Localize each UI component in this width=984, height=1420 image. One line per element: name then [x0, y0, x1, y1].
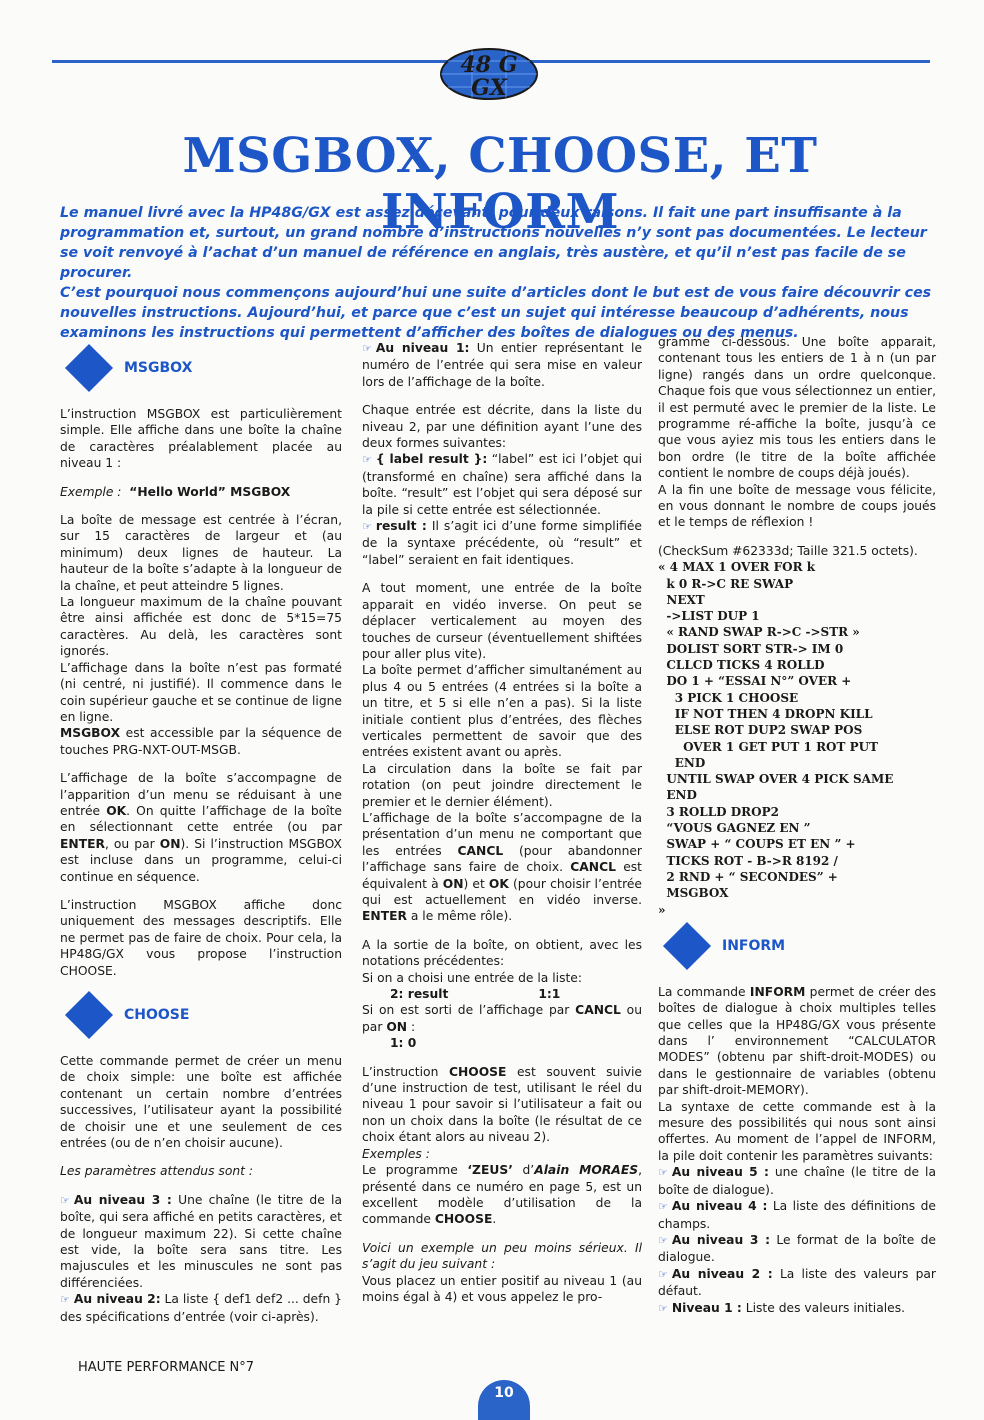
code-line: 3 ROLLD DROP2: [658, 804, 779, 819]
paragraph: La commande INFORM permet de créer des boîtes de dialogue à choix multiples telles que celles que la HP48G/GX vous présente dans l’ environnement “CALCULATOR MODES” (obtenu par shift-droit-MODES) ou dans le gestionnaire de variables (obtenu par shift-droit-MEMORY).: [658, 984, 936, 1098]
paragraph: A tout moment, une entrée de la boîte apparait en vidéo inverse. On peut se déplacer verticalement au moyen des touches de curseur (éventuellement shiftées pour aller plus vite).: [362, 581, 642, 661]
inform-level-5: ☞ Au niveau 5 : une chaîne (le titre de la boîte de dialogue).: [658, 1165, 937, 1197]
code-line: DO 1 + “ESSAI N°” OVER +: [658, 674, 852, 689]
paragraph: La boîte de message est centrée à l’écran, sur 15 caractères de largeur et (au minimum) deux lignes de hauteur. La hauteur de la boîte s’adapte à la longueur de la chaîne, et peut atteindre 5 lignes.: [60, 513, 342, 593]
params-label: Les paramètres attendus sont :: [60, 1164, 254, 1179]
code-line: k 0 R->C RE SWAP: [658, 576, 794, 591]
code-line: “VOUS GAGNEZ EN ”: [658, 821, 811, 836]
param-level-3: ☞ Au niveau 3 : Une chaîne (le titre de la boîte, qui sera affiché en petits caractères, et de longueur maximum 22). Si cette chaîne est vide, la boîte sera sans titre. Les majuscules et les minuscules ne sont pas différenciées.: [60, 1192, 342, 1290]
code-line: END: [658, 755, 706, 770]
code-line: NEXT: [658, 592, 705, 607]
pointing-hand-icon: ☞: [658, 1267, 668, 1281]
code-line: 2 RND + “ SECONDES” +: [658, 869, 838, 884]
param-level-1: ☞ Au niveau 1: Un entier représentant le numéro de l’entrée qui sera mise en valeur lors de l’affichage de la boîte.: [362, 341, 643, 389]
paragraph: La longueur maximum de la chaîne pouvant être ainsi affichée est donc de 5*15=75 caractères. Au delà, les caractères sont ignorés.: [60, 595, 342, 659]
inform-heading: INFORM: [658, 922, 936, 970]
paragraph: La syntaxe de cette commande est à la mesure des possibilités qui nous sont ainsi offertes. Au moment de l’appel de INFORM, la pile doit contenir les paramètres suivants:: [658, 1099, 936, 1163]
pointing-hand-icon: ☞: [658, 1200, 668, 1214]
paragraph: L’instruction MSGBOX est particulièrement simple. Elle affiche dans une boîte la chaîne de caractères préalablement placée au niveau 1 :: [60, 407, 342, 471]
inform-level-3: ☞ Au niveau 3 : Le format de la boîte de dialogue.: [658, 1232, 936, 1265]
code-line: OVER 1 GET PUT 1 ROT PUT: [658, 739, 879, 754]
code-line: MSGBOX: [658, 886, 729, 901]
inform-level-1: ☞ Niveau 1 : Liste des valeurs initiales.: [658, 1300, 906, 1315]
footer-publication: HAUTE PERFORMANCE N°7: [78, 1360, 255, 1375]
column-1: [60, 344, 342, 1325]
paragraph: La boîte permet d’afficher simultanément au plus 4 ou 5 entrées (4 entrées si la boîte a un titre, et 5 si elle n’en a pas). Si la liste initiale contient plus d’entrées, des flèches verticales permettent de savoir que des entrées existent avant ou après.: [362, 663, 642, 760]
code-line: 3 PICK 1 CHOOSE: [658, 690, 799, 705]
form-1: ☞ { label result }: “label” est ici l’objet qui (transformé en chaîne) sera affiché dans la boîte. “result” est l’objet qui sera déposé sur la pile si cette entrée est sélectionnée.: [362, 452, 642, 517]
paragraph: A la fin une boîte de message vous félicite, en vous donnant le nombre de coups joués et le temps de réflexion !: [658, 482, 936, 530]
pointing-hand-icon: ☞: [362, 520, 372, 534]
diamond-bullet-icon: [663, 922, 711, 970]
paragraph: Si on est sorti de l’affichage par CANCL ou par ON :: [362, 1003, 642, 1034]
paragraph: Vous placez un entier positif au niveau 1 (au moins égal à 4) et vous appelez le pro-: [362, 1273, 642, 1304]
choose-heading: CHOOSE: [60, 991, 342, 1039]
paragraph: A la sortie de la boîte, on obtient, avec les notations précédentes:: [362, 937, 642, 969]
intro-text-2: C’est pourquoi nous commençons aujourd’hui une suite d’articles dont le but est de vous faire découvrir ces nouvelles instructions. Aujourd’hui, et parce que c’est un sujet qui intéresse beaucoup d’adhérents, nous examinons les instructions qui permettent d’afficher des boîtes de dialogues ou des menus.: [60, 285, 932, 341]
svg-text:48 G: 48 G: [460, 52, 518, 78]
pointing-hand-icon: ☞: [658, 1233, 668, 1247]
diamond-bullet-icon: [65, 344, 113, 392]
paragraph: L’affichage de la boîte s’accompagne de la présentation d’un menu ne comportant que les entrées CANCL (pour abandonner l’affichage sans faire de choix. CANCL est équivalent à ON) et OK (pour choisir l’entrée qui est actuellement en vidéo inverse. ENTER a le même rôle).: [362, 810, 642, 924]
inform-level-2: ☞ Au niveau 2 : La liste des valeurs par défaut.: [658, 1266, 936, 1299]
code-line: ELSE ROT DUP2 SWAP POS: [658, 723, 863, 738]
pointing-hand-icon: ☞: [362, 342, 372, 355]
code-line: »: [658, 902, 666, 917]
code-line: UNTIL SWAP OVER 4 PICK SAME: [658, 772, 894, 787]
paragraph: La circulation dans la boîte se fait par rotation (on peut joindre directement le premier et le dernier élément).: [362, 761, 642, 809]
result-line-1: 2: result 1:1: [390, 987, 561, 1002]
page-number: 10: [478, 1380, 530, 1420]
form-2: ☞ result : Il s’agit ici d’une forme simplifiée de la syntaxe précédente, où “result” et “label” seraient en fait identiques.: [362, 519, 642, 567]
pointing-hand-icon: ☞: [658, 1301, 668, 1315]
paragraph: MSGBOX est accessible par la séquence de touches PRG-NXT-OUT-MSGB.: [60, 726, 342, 757]
paragraph: Chaque entrée est décrite, dans la liste du niveau 2, par une définition ayant l’une des deux formes suivantes:: [362, 403, 642, 451]
diamond-bullet-icon: [65, 991, 113, 1039]
example-line: Exemple : “Hello World” MSGBOX: [60, 484, 291, 499]
result-line-2: 1: 0: [390, 1036, 417, 1051]
code-line: END: [658, 788, 697, 803]
column-2: [362, 340, 642, 1305]
paragraph: Le programme ‘ZEUS’ d’Alain MORAES, présenté dans ce numéro en page 5, est un excellent modèle d’utilisation de la commande CHOOSE.: [362, 1163, 643, 1227]
checksum-line: (CheckSum #62333d; Taille 321.5 octets).: [658, 543, 918, 558]
param-level-2: ☞ Au niveau 2: La liste { def1 def2 ... defn } des spécifications d’entrée (voir ci-après).: [60, 1292, 342, 1324]
code-line: « 4 MAX 1 OVER FOR k: [658, 560, 816, 575]
paragraph: Si on a choisi une entrée de la liste:: [362, 970, 583, 985]
pointing-hand-icon: ☞: [60, 1193, 70, 1207]
code-line: CLLCD TICKS 4 ROLLD: [658, 658, 825, 673]
column-3: [658, 334, 936, 1317]
code-line: « RAND SWAP R->C ->STR »: [658, 625, 860, 640]
code-line: DOLIST SORT STR-> IM 0: [658, 641, 844, 656]
hp48gx-logo-icon: [438, 47, 540, 101]
paragraph: L’affichage de la boîte s’accompagne de l’apparition d’un menu se réduisant à une entrée OK. On quitte l’affichage de la boîte en sélectionnant cette entrée (ou par ENTER, ou par ON). Si l’instruction MSGBOX est incluse dans un programme, celui-ci continue en séquence.: [60, 771, 342, 884]
paragraph: gramme ci-dessous. Une boîte apparait, contenant tous les entiers de 1 à n (un par ligne) rangés dans un ordre quelconque. Chaque fois que vous sélectionnez un entier, il est permuté avec le premier de la liste. Le programme ré-affiche la boîte, jusqu’à ce que vous ayiez mis tous les entiers dans le bon ordre (le titre de la boîte affichée contient le nombre de coups déjà joués).: [658, 335, 936, 481]
pointing-hand-icon: ☞: [362, 453, 372, 467]
code-line: TICKS ROT - B->R 8192 /: [658, 853, 838, 868]
paragraph: L’affichage dans la boîte n’est pas formaté (ni centré, ni justifié). Il commence dans le coin supérieur gauche et se continue de ligne en ligne.: [60, 660, 342, 724]
inform-level-4: ☞ Au niveau 4 : La liste des définitions de champs.: [658, 1199, 936, 1231]
msgbox-heading: MSGBOX: [60, 344, 342, 392]
paragraph: Cette commande permet de créer un menu de choix simple: une boîte est affichée contenant un certain nombre d’entrées successives, l’utilisateur ayant la possibilité de choisir une et une seulement de ces entrées (ou de n’en choisir aucune).: [60, 1054, 342, 1151]
paragraph: Voici un exemple un peu moins sérieux. Il s’agit du jeu suivant :: [362, 1240, 642, 1272]
examples-label: Exemples :: [362, 1146, 430, 1161]
code-line: ->LIST DUP 1: [658, 609, 760, 624]
paragraph: L’instruction MSGBOX affiche donc uniquement des messages descriptifs. Elle ne permet pas de faire de choix. Pour cela, la HP48G/GX vous propose l’instruction CHOOSE.: [60, 897, 342, 978]
paragraph: L’instruction CHOOSE est souvent suivie d’une instruction de test, utilisant le réel du niveau 1 pour savoir si l’utilisateur a fait ou non un choix dans la boîte (le résultat de ce choix étant alors au niveau 2).: [362, 1064, 642, 1145]
article-title: MSGBOX, CHOOSE, ET INFORM: [182, 128, 818, 240]
intro-text-1: Le manuel livré avec la HP48G/GX est assez décevant, pour deux raisons. Il fait une part insuffisante à la programmation et, surtout, un grand nombre d’instructions nouvelles n’y sont pas documentées. Le lecteur se voit renvoyé à l’achat d’un manuel de référence en anglais, très austère, et qu’il n’est pas facile de se procurer.: [60, 205, 927, 281]
program-listing: [658, 559, 936, 918]
svg-text:GX: GX: [471, 75, 507, 101]
code-line: SWAP + “ COUPS ET EN ” +: [658, 837, 856, 852]
code-line: IF NOT THEN 4 DROPN KILL: [658, 706, 873, 721]
intro-paragraph: [60, 203, 935, 343]
pointing-hand-icon: ☞: [60, 1293, 70, 1307]
pointing-hand-icon: ☞: [658, 1166, 668, 1180]
